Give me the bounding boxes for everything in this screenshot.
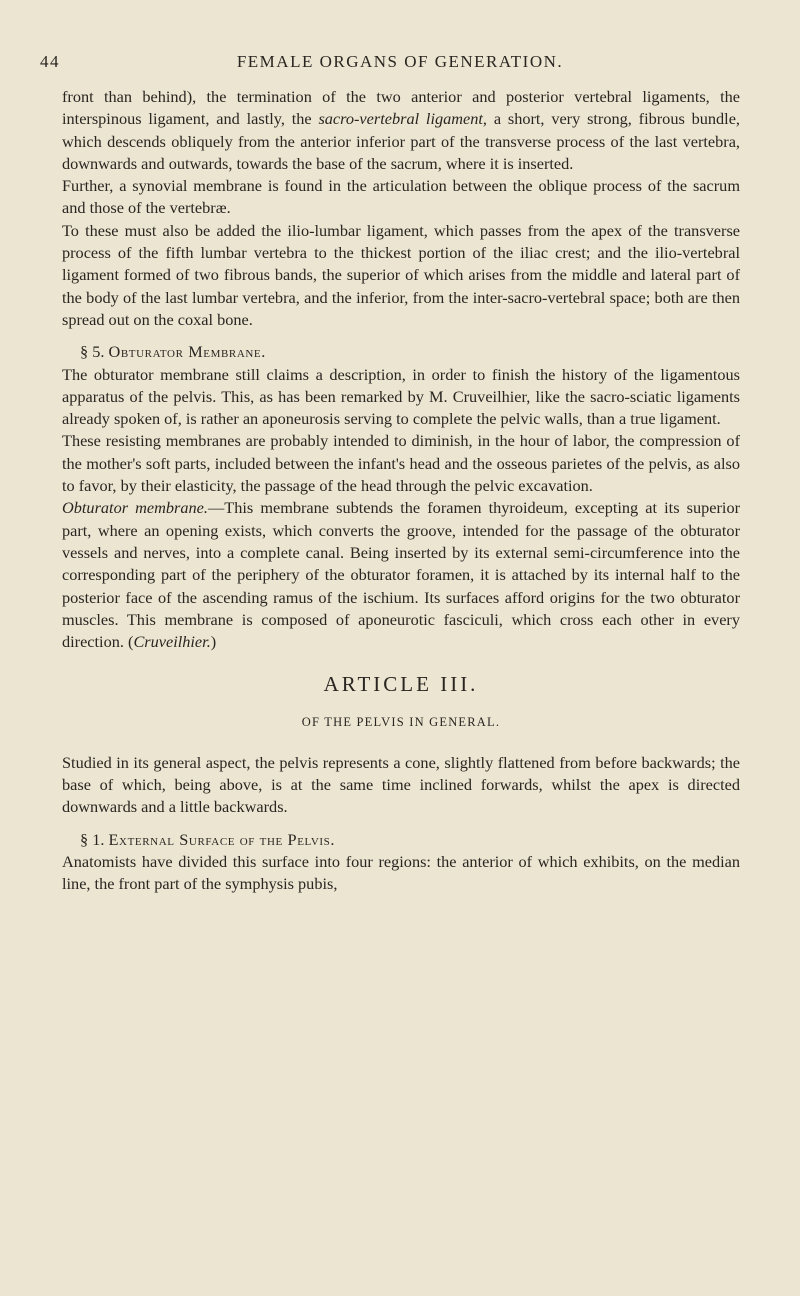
running-title: FEMALE ORGANS OF GENERATION.: [236, 52, 564, 71]
paragraph: To these must also be added the ilio-lumbar ligament, which passes from the apex of the transverse process of the fifth lumbar vertebra to the thickest portion of the iliac crest; and the ilio-vertebral ligament formed of two fibrous bands, the superior of which arises from the middle and lateral part of the body of the last lumbar vertebra, and the inferior, from the inter-sacro-vertebral space; both are then spread out on the coxal bone.: [62, 220, 740, 329]
page-number: 44: [40, 52, 60, 71]
paragraph: Obturator membrane.—This membrane subtends the foramen thyroideum, excepting at its superior part, where an opening exists, which converts the groove, intended for the passage of the obturator vessels and nerves, into a complete canal. Being inserted by its external semi-circumference into the corresponding part of the periphery of the obturator foramen, it is attached by its internal half to the posterior face of the ascending ramus of the ischium. Its surfaces afford origins for the two obturator muscles. This membrane is composed of aponeurotic fasciculi, which cross each other in every direction. (Cruveilhier.): [62, 498, 741, 652]
section-heading: § 1. External Surface of the Pelvis.: [80, 829, 336, 849]
paragraph: The obturator membrane still claims a description, in order to finish the history of the ligamentous apparatus of the pelvis. This, as has been remarked by M. Cruveilhier, like the sacro-sciatic ligaments already spoken of, is rather an aponeurosis serving to complete the pelvic walls, than a true ligament.: [62, 364, 740, 429]
paragraph: Anatomists have divided this surface into four regions: the anterior of which exhibits, on the median line, the front part of the symphysis pubis,: [62, 851, 740, 894]
article-subheading: OF THE PELVIS IN GENERAL.: [301, 715, 501, 730]
italic-term: Obturator membrane.: [62, 498, 208, 518]
paragraph: Studied in its general aspect, the pelvis represents a cone, slightly flattened from before backwards; the base of which, being above, is at the same time inclined forwards, whilst the apex is directed downwards and a little backwards.: [62, 752, 740, 817]
citation: Cruveilhier.: [133, 632, 211, 652]
paragraph: These resisting membranes are probably intended to diminish, in the hour of labor, the compression of the mother's soft parts, included between the infant's head and the osseous parietes of the pelvis, as also to favor, by their elasticity, the passage of the head through the pelvic excavation.: [62, 431, 740, 496]
section-heading: § 5. Obturator Membrane.: [80, 342, 266, 362]
article-heading: ARTICLE III.: [323, 672, 479, 697]
paragraph: front than behind), the termination of the two anterior and posterior vertebral ligaments, the interspinous ligament, and lastly, the sacro-vertebral ligament, a short, very strong, fibrous bundle, which descends obliquely from the anterior inferior part of the transverse process of the last vertebra, downwards and outwards, towards the base of the sacrum, where it is inserted.: [62, 87, 740, 173]
italic-term: sacro-vertebral ligament: [318, 109, 483, 129]
page-body: [62, 86, 740, 896]
paragraph: Further, a synovial membrane is found in the articulation between the oblique process of the sacrum and those of the vertebræ.: [62, 176, 740, 218]
running-header: [40, 52, 760, 76]
